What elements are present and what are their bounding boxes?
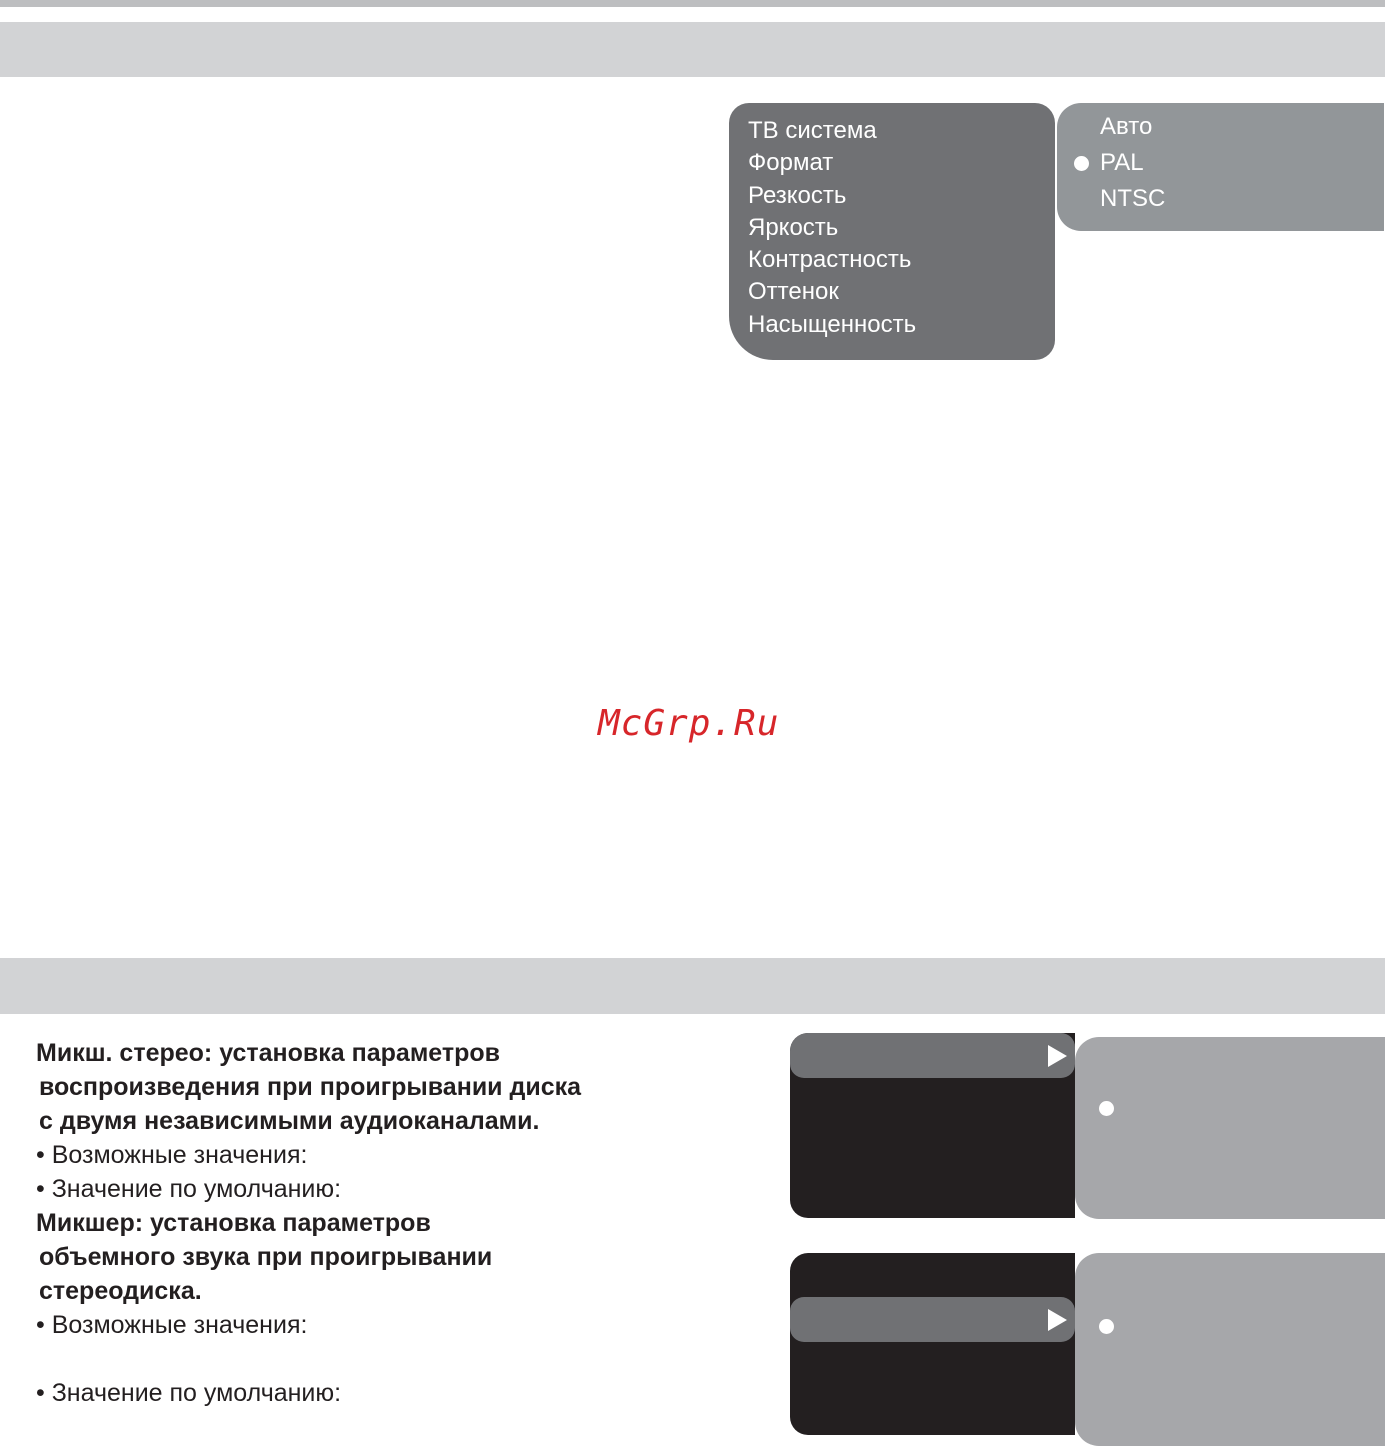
mixer-heading-line-2: объемного звука при проигрывании: [39, 1243, 493, 1271]
menu-item-sharpness[interactable]: Резкость: [748, 181, 847, 209]
section-header-band-video: [0, 22, 1385, 77]
audio-description: [36, 1036, 736, 1410]
audio-submenu-stereo-mix: [1075, 1037, 1385, 1219]
option-label: NTSC: [1100, 185, 1166, 212]
selected-dot-icon: [1099, 1319, 1114, 1334]
option-pal[interactable]: [1057, 145, 1384, 181]
mixer-heading-line-3: стереодиска.: [39, 1277, 202, 1305]
option-ntsc[interactable]: [1057, 181, 1384, 217]
mixer-default-value: • Значение по умолчанию:: [36, 1379, 342, 1407]
video-menu-panel: [729, 103, 1055, 360]
option-label: PAL: [1100, 149, 1144, 176]
spacer: [36, 1342, 736, 1376]
highlighted-menu-item[interactable]: [790, 1297, 1075, 1342]
stereo-mix-heading-line-2: воспроизведения при проигрывании диска: [39, 1073, 582, 1101]
stereo-default-value: • Значение по умолчанию:: [36, 1175, 342, 1203]
selected-dot-icon: [1074, 156, 1089, 171]
option-label: Авто: [1100, 113, 1153, 140]
stereo-possible-values: • Возможные значения:: [36, 1141, 308, 1169]
arrow-right-icon: [1048, 1045, 1067, 1067]
menu-item-hue[interactable]: Оттенок: [748, 278, 839, 306]
tv-system-submenu: [1057, 103, 1384, 231]
audio-menu-panel-stereo-mix: [790, 1033, 1075, 1218]
stereo-mix-heading-line-3: с двумя независимыми аудиоканалами.: [39, 1107, 540, 1135]
audio-menu-panel-mixer: [790, 1253, 1075, 1435]
audio-submenu-mixer: [1075, 1253, 1385, 1446]
menu-item-saturation[interactable]: Насыщенность: [748, 310, 917, 338]
highlighted-menu-item[interactable]: [790, 1033, 1075, 1078]
section-header-band-audio: [0, 958, 1385, 1014]
menu-item-tv-system[interactable]: ТВ система: [748, 117, 877, 144]
tv-system-options: [1057, 109, 1384, 217]
top-rule: [0, 0, 1385, 7]
mixer-possible-values: • Возможные значения:: [36, 1311, 308, 1339]
menu-item-format[interactable]: Формат: [748, 149, 834, 177]
menu-item-brightness[interactable]: Яркость: [748, 213, 839, 241]
selected-dot-icon: [1099, 1101, 1114, 1116]
stereo-mix-heading-line-1: Микш. стерео: установка параметров: [36, 1039, 501, 1067]
watermark: McGrp.Ru: [598, 703, 780, 744]
menu-item-contrast[interactable]: Контрастность: [748, 246, 912, 274]
option-auto[interactable]: [1057, 109, 1384, 145]
mixer-heading-line-1: Микшер: установка параметров: [36, 1209, 431, 1237]
arrow-right-icon: [1048, 1309, 1067, 1331]
video-menu-list: [748, 115, 916, 341]
